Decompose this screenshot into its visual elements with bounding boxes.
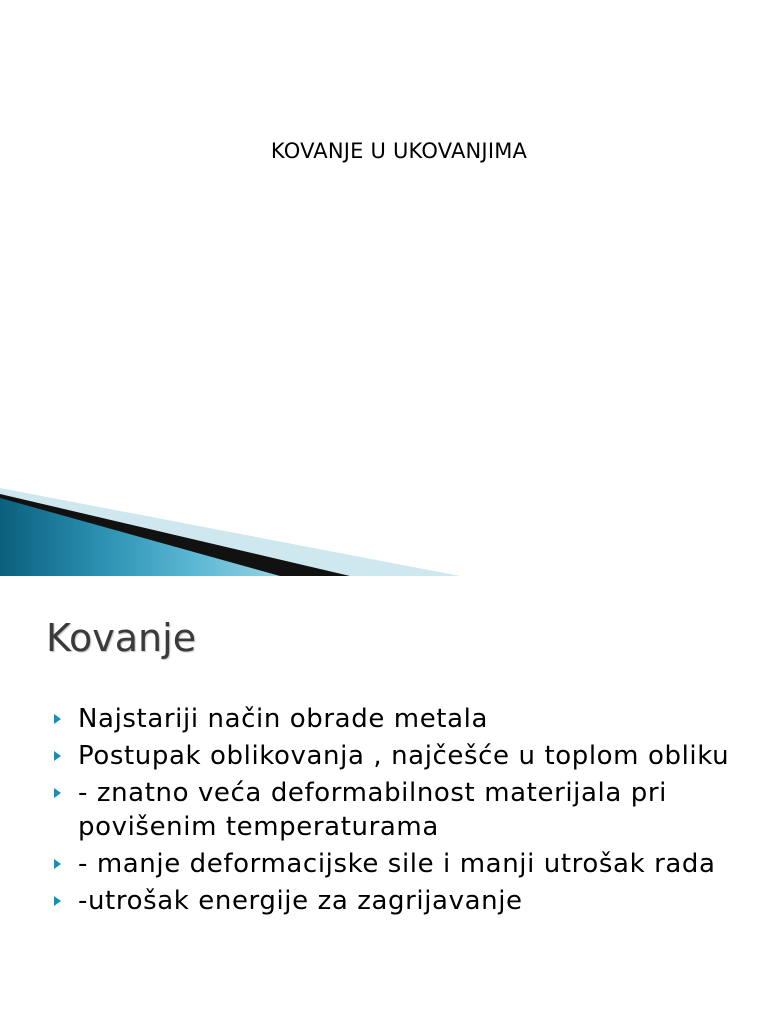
bullet-text: - manje deformacijske sile i manji utrošak rada — [78, 849, 716, 879]
triangle-right-icon — [54, 751, 61, 761]
bullet-text: -utrošak energije za zagrijavanje — [78, 886, 523, 916]
bullet-list — [52, 702, 742, 921]
slide-content-page — [0, 576, 768, 1024]
triangle-right-icon — [54, 714, 61, 724]
triangle-right-icon — [54, 859, 61, 869]
decorative-swoosh — [0, 484, 460, 576]
bullet-item — [52, 776, 742, 844]
slide-title: KOVANJE U UKOVANJIMA — [270, 139, 528, 163]
bullet-item — [52, 702, 742, 736]
triangle-right-icon — [54, 896, 61, 906]
bullet-text: Postupak oblikovanja , najčešće u toplom obliku — [78, 741, 730, 771]
bullet-text: - znatno veća deformabilnost materijala pri povišenim temperaturama — [78, 778, 667, 842]
bullet-item — [52, 847, 742, 881]
bullet-text: Najstariji način obrade metala — [78, 704, 488, 734]
slide-heading: Kovanje — [46, 616, 197, 660]
triangle-right-icon — [54, 788, 61, 798]
bullet-item — [52, 739, 742, 773]
bullet-item — [52, 884, 742, 918]
